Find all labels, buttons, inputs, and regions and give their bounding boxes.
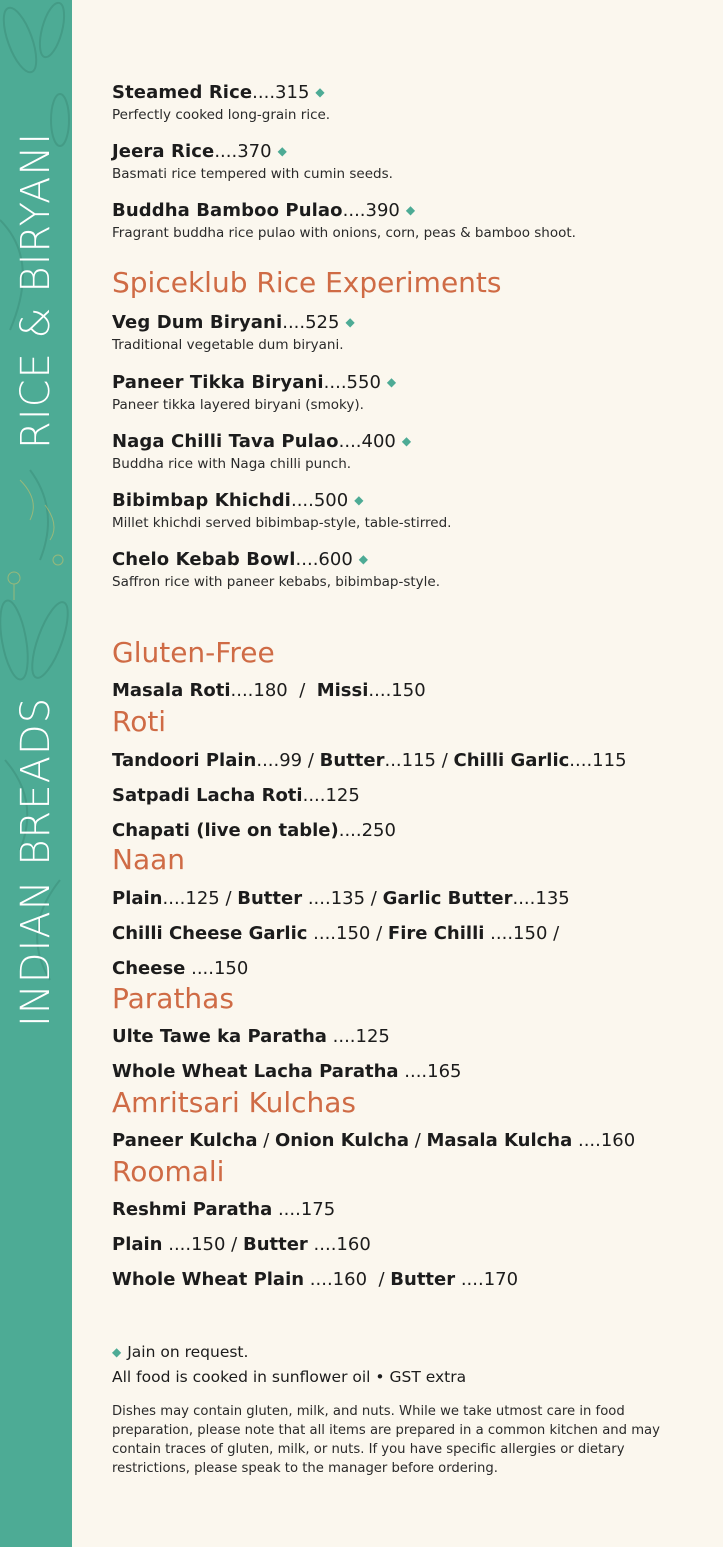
item-price: ....125 — [302, 785, 360, 806]
item-name: Bibimbap Khichdi — [112, 490, 291, 511]
item-price: ....250 — [338, 820, 396, 841]
sidebar-title-rice-biryani: RICE & BIRYANI — [13, 131, 59, 449]
item-name: Butter — [390, 1269, 456, 1290]
item-description: Traditional vegetable dum biryani. — [112, 337, 344, 353]
item-price: ....125 / — [162, 888, 238, 909]
teal-diamond-icon: ◆ — [354, 493, 364, 507]
item-name: Chilli Cheese Garlic — [112, 923, 308, 944]
item-description: Saffron rice with paneer kebabs, bibimbap-style. — [112, 574, 441, 590]
item-name: Onion Kulcha — [275, 1130, 409, 1151]
section-heading-parathas: Parathas — [112, 982, 234, 1015]
item-name: Chelo Kebab Bowl — [112, 549, 296, 570]
item-name: Masala Roti — [112, 680, 231, 701]
item-separator: / — [257, 1130, 275, 1151]
item-name: Missi — [316, 680, 369, 701]
oil-gst-note: All food is cooked in sunflower oil • GST extra — [112, 1368, 467, 1386]
teal-diamond-icon: ◆ — [345, 315, 355, 329]
item-name: Garlic Butter — [382, 888, 513, 909]
menu-line-kulchas-1 — [112, 1130, 635, 1151]
menu-item-buddha-bamboo-pulao — [112, 200, 707, 241]
item-description: Perfectly cooked long-grain rice. — [112, 107, 331, 123]
item-description: Paneer tikka layered biryani (smoky). — [112, 397, 364, 413]
menu-item-jeera-rice — [112, 141, 707, 182]
item-description: Basmati rice tempered with cumin seeds. — [112, 166, 393, 182]
menu-item-veg-dum-biryani — [112, 312, 707, 353]
section-heading-rice-experiments: Spiceklub Rice Experiments — [112, 266, 502, 299]
item-price: ....150 — [368, 680, 426, 701]
item-name: Plain — [112, 1234, 163, 1255]
item-price: ....315 — [252, 82, 310, 103]
item-name: Fire Chilli — [387, 923, 485, 944]
menu-line-naan-3 — [112, 958, 248, 979]
sidebar-title-indian-breads: INDIAN BREADS — [13, 696, 59, 1027]
item-price: ....125 — [326, 1026, 390, 1047]
item-name: Whole Wheat Lacha Paratha — [112, 1061, 399, 1082]
jain-note-text: Jain on request. — [127, 1343, 249, 1361]
item-price: ....135 / — [302, 888, 383, 909]
teal-diamond-icon: ◆ — [315, 85, 325, 99]
menu-item-paneer-tikka-biryani — [112, 372, 707, 413]
section-heading-gluten-free: Gluten-Free — [112, 636, 275, 669]
item-price: ....99 / — [256, 750, 320, 771]
item-price: ....135 — [512, 888, 570, 909]
item-description: Millet khichdi served bibimbap-style, table-stirred. — [112, 515, 452, 531]
item-name: Chilli Garlic — [453, 750, 570, 771]
teal-diamond-icon: ◆ — [112, 1345, 122, 1359]
menu-item-chelo-kebab-bowl — [112, 549, 707, 590]
section-heading-naan: Naan — [112, 843, 186, 876]
section-heading-roomali: Roomali — [112, 1155, 225, 1188]
menu-line-roomali-3 — [112, 1269, 518, 1290]
item-name: Whole Wheat Plain — [112, 1269, 305, 1290]
item-price: ....165 — [398, 1061, 462, 1082]
sidebar-banner — [0, 0, 72, 1547]
item-name: Satpadi Lacha Roti — [112, 785, 303, 806]
item-name: Jeera Rice — [112, 141, 215, 162]
section-heading-amritsari-kulchas: Amritsari Kulchas — [112, 1086, 357, 1119]
item-name: Butter — [319, 750, 385, 771]
item-name: Tandoori Plain — [112, 750, 257, 771]
menu-line-roti-1 — [112, 750, 627, 771]
item-price: ....160 / — [304, 1269, 391, 1290]
item-description: Buddha rice with Naga chilli punch. — [112, 456, 352, 472]
item-price: ....160 — [307, 1234, 371, 1255]
item-name: Naga Chilli Tava Pulao — [112, 431, 339, 452]
item-name: Paneer Tikka Biryani — [112, 372, 324, 393]
item-price: ....370 — [214, 141, 272, 162]
jain-note — [112, 1343, 248, 1361]
menu-line-parathas-1 — [112, 1026, 390, 1047]
menu-item-bibimbap-khichdi — [112, 490, 707, 531]
menu-line-roti-2 — [112, 785, 360, 806]
item-name: Paneer Kulcha — [112, 1130, 258, 1151]
menu-line-naan-2 — [112, 923, 559, 944]
allergen-disclaimer: Dishes may contain gluten, milk, and nuts. While we take utmost care in food preparation, please note that all items are prepared in a common kitchen and may contain traces of gluten, milk, or nuts. If you have specific allergies or dietary restrictions, please speak to the manager before ordering. — [112, 1404, 660, 1476]
teal-diamond-icon: ◆ — [277, 144, 287, 158]
teal-diamond-icon: ◆ — [358, 552, 369, 566]
teal-diamond-icon: ◆ — [401, 434, 412, 448]
item-price: ....600 — [295, 549, 353, 570]
menu-line-roti-3 — [112, 820, 396, 841]
item-price: ....550 — [323, 372, 381, 393]
item-name: Cheese — [112, 958, 186, 979]
teal-diamond-icon: ◆ — [386, 375, 397, 389]
item-name: Butter — [242, 1234, 308, 1255]
item-name: Butter — [237, 888, 303, 909]
menu-line-parathas-2 — [112, 1061, 462, 1082]
item-price: ....400 — [338, 431, 396, 452]
item-name: Reshmi Paratha — [112, 1199, 273, 1220]
item-price: ....170 — [455, 1269, 519, 1290]
item-price: ....500 — [290, 490, 349, 511]
item-name: Chapati (live on table) — [112, 820, 339, 841]
item-name: Steamed Rice — [112, 82, 253, 103]
item-separator: / — [408, 1130, 427, 1151]
item-name: Plain — [112, 888, 163, 909]
menu-line-gluten-free — [112, 680, 426, 701]
item-price: ....175 — [272, 1199, 336, 1220]
item-description: Fragrant buddha rice pulao with onions, corn, peas & bamboo shoot. — [112, 225, 576, 241]
item-price: ....150 / — [484, 923, 560, 944]
item-price: ....160 — [572, 1130, 636, 1151]
item-price: ....150 / — [307, 923, 388, 944]
menu-item-naga-chilli-tava-pulao — [112, 431, 707, 472]
item-price: ....390 — [342, 200, 400, 221]
section-heading-roti: Roti — [112, 705, 167, 738]
teal-diamond-icon: ◆ — [405, 203, 416, 217]
item-price: ....525 — [282, 312, 340, 333]
item-name: Masala Kulcha — [426, 1130, 573, 1151]
menu-line-naan-1 — [112, 888, 570, 909]
item-name: Veg Dum Biryani — [112, 312, 283, 333]
item-price: ....115 — [569, 750, 627, 771]
item-name: Ulte Tawe ka Paratha — [112, 1026, 327, 1047]
item-price: ....180 / — [230, 680, 317, 701]
item-name: Buddha Bamboo Pulao — [112, 200, 343, 221]
menu-line-roomali-2 — [112, 1234, 371, 1255]
item-price: ....150 — [185, 958, 249, 979]
menu-line-roomali-1 — [112, 1199, 335, 1220]
item-price: ....150 / — [162, 1234, 243, 1255]
item-price: ...115 / — [384, 750, 454, 771]
menu-item-steamed-rice — [112, 82, 707, 123]
